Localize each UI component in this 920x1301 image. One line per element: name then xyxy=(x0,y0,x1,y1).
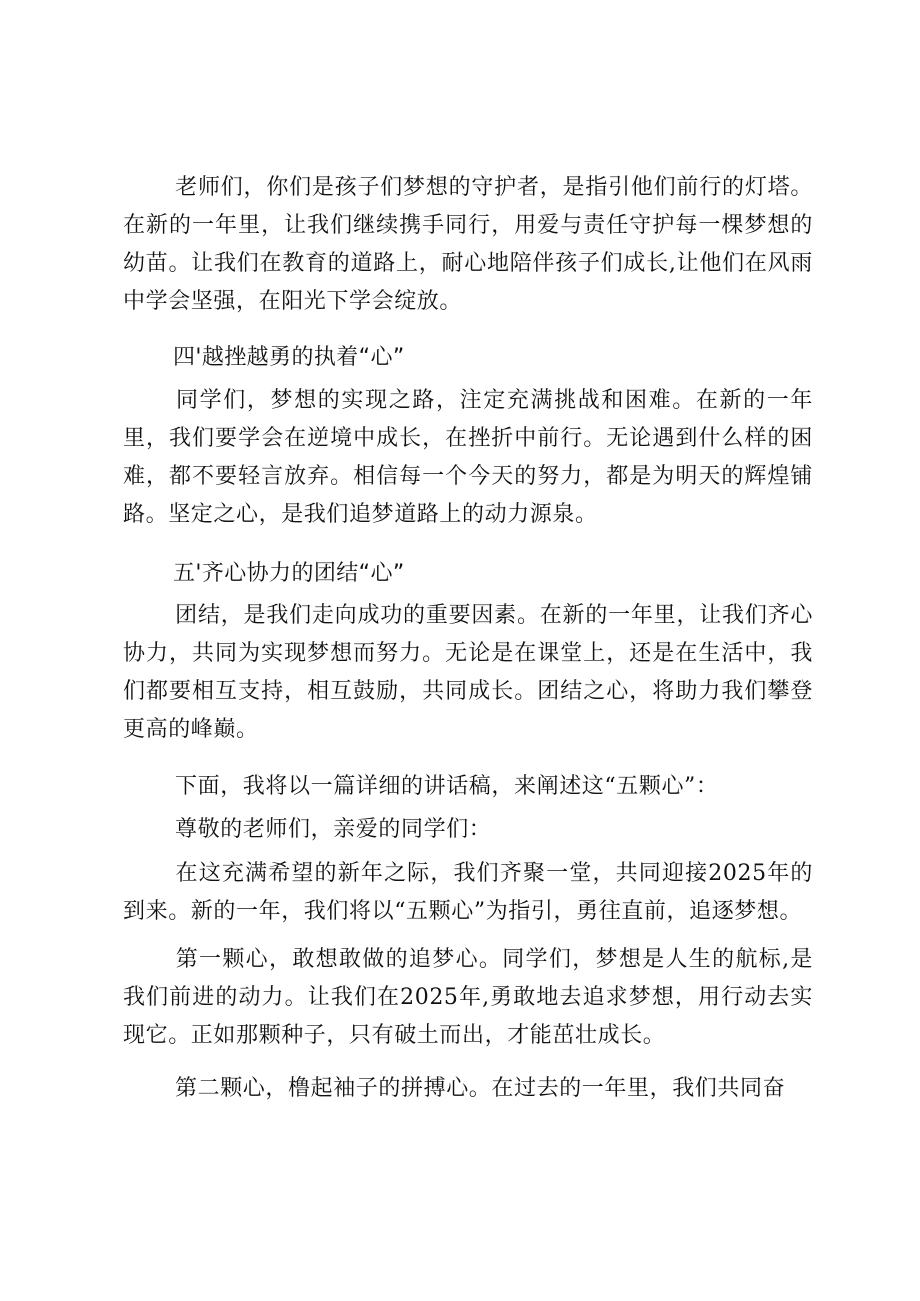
paragraph-unity: 团结，是我们走向成功的重要因素。在新的一年里，让我们齐心协力，共同为实现梦想而努力。无论是在课堂上，还是在生活中，我们都要相互支持，相互鼓励，共同成长。团结之心，将助力我们攀登更高的峰巅。 xyxy=(123,603,813,742)
paragraph-greeting: 尊敬的老师们，亲爱的同学们： xyxy=(175,817,492,842)
paragraph-new-year: 在这充满希望的新年之际，我们齐聚一堂，共同迎接2025年的到来。新的一年，我们将以“五颗心”为指引，勇往直前，追逐梦想。 xyxy=(123,861,813,924)
paragraph-students-challenges: 同学们，梦想的实现之路，注定充满挑战和困难。在新的一年里，我们要学会在逆境中成长，在挫折中前行。无论遇到什么样的困难，都不要轻言放弃。相信每一个今天的努力，都是为明天的辉煌铺路。坚定之心，是我们追梦道路上的动力源泉。 xyxy=(123,388,813,527)
paragraph-second-heart: 第二颗心，橹起袖子的拼搏心。在过去的一年里，我们共同奋 xyxy=(175,1076,786,1101)
paragraph-first-heart: 第一颗心，敢想敢做的追梦心。同学们，梦想是人生的航标,是我们前进的动力。让我们在2025年,勇敢地去追求梦想，用行动去实现它。正如那颗种子，只有破土而出，才能茁壮成长。 xyxy=(123,947,813,1048)
heading-section-four: 四'越挫越勇的执着“心” xyxy=(173,345,405,370)
paragraph-teachers: 老师们，你们是孩子们梦想的守护者，是指引他们前行的灯塔。在新的一年里，让我们继续携手同行，用爱与责任守护每一棵梦想的幼苗。让我们在教育的道路上，耐心地陪伴孩子们成长,让他们在风雨中学会坚强，在阳光下学会绽放。 xyxy=(123,175,813,314)
paragraph-intro-speech: 下面，我将以一篇详细的讲话稿，来阐述这“五颗心”： xyxy=(175,774,719,799)
heading-section-five: 五'齐心协力的团结“心” xyxy=(173,561,405,586)
